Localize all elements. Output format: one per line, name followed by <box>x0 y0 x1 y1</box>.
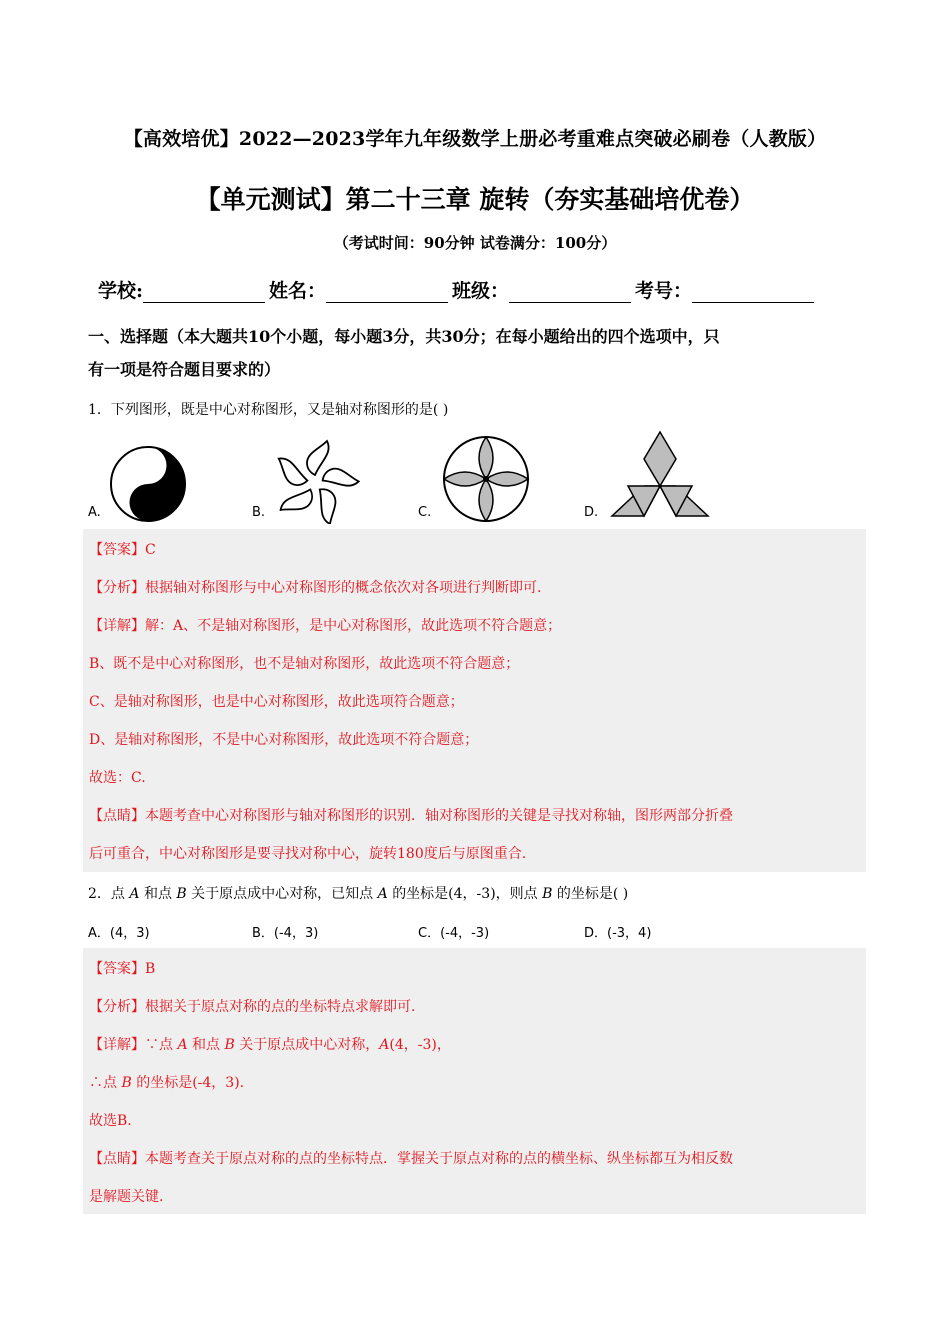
q2-answer-box <box>83 948 866 1214</box>
q1-detail-line: 故选：C. <box>89 770 146 786</box>
q2-analysis: 【分析】根据关于原点对称的点的坐标特点求解即可. <box>89 999 416 1015</box>
q2-point-a: A <box>377 886 388 902</box>
q1-comment-line2: 后可重合，中心对称图形是要寻找对称中心，旋转180度后与原图重合. <box>89 846 527 862</box>
q1-answer-box <box>83 529 866 872</box>
q2-option-a: A．(4，3) <box>88 926 150 941</box>
q2-point-b: B <box>176 886 187 902</box>
q2-detail-text: 和点 <box>192 1037 221 1053</box>
q2-point-a: A <box>129 886 140 902</box>
q2-stem <box>88 883 628 903</box>
section-heading <box>88 320 868 386</box>
yin-yang-figure <box>108 444 188 524</box>
q2-detail <box>89 1034 451 1054</box>
q2-detail-text: 【详解】∵点 <box>89 1037 173 1053</box>
q2-therefore-text: 的坐标是(-4，3). <box>136 1075 245 1091</box>
q1-stem: 1．下列图形，既是中心对称图形，又是轴对称图形的是( ) <box>88 402 449 418</box>
q2-answer: 【答案】B <box>89 961 156 977</box>
q2-detail-text: 关于原点成中心对称， <box>239 1037 380 1053</box>
exam-info: （考试时间：90分钟 试卷满分：100分） <box>333 234 617 252</box>
exam-number-blank[interactable] <box>692 284 814 303</box>
q2-point-b: B <box>224 1037 235 1053</box>
q2-point-b: B <box>121 1075 132 1091</box>
q1-option-a-label: A. <box>88 505 101 520</box>
q2-stem-text: 关于原点成中心对称，已知点 <box>191 886 374 902</box>
q2-detail-text: (4，-3)， <box>389 1037 451 1053</box>
q1-detail-line: C、是轴对称图形，也是中心对称图形，故此选项符合题意； <box>89 694 464 710</box>
series-title: 【高效培优】2022—2023学年九年级数学上册必考重难点突破必刷卷（人教版） <box>123 128 827 150</box>
section-heading-line2: 有一项是符合题目要求的） <box>88 360 281 379</box>
q2-option-c: C．(-4，-3) <box>418 926 490 941</box>
q1-analysis: 【分析】根据轴对称图形与中心对称图形的概念依次对各项进行判断即可. <box>89 580 542 596</box>
q2-therefore-text: ∴点 <box>89 1075 117 1091</box>
q1-answer: 【答案】C <box>89 542 156 558</box>
school-blank[interactable] <box>143 284 265 303</box>
q2-option-b: B．(-4，3) <box>252 926 319 941</box>
exam-number-label: 考号： <box>635 280 693 302</box>
school-label: 学校: <box>98 280 144 302</box>
section-heading-line1: 一、选择题（本大题共10个小题，每小题3分，共30分；在每小题给出的四个选项中，只 <box>88 327 720 346</box>
three-rhombus-figure <box>608 430 712 522</box>
main-title: 【单元测试】第二十三章 旋转（夯实基础培优卷） <box>195 185 755 214</box>
q2-point-a: A <box>177 1037 188 1053</box>
q2-conclusion: 故选B. <box>89 1113 132 1129</box>
q1-option-b-label: B. <box>252 505 266 520</box>
q1-detail-line: B、既不是中心对称图形，也不是轴对称图形，故此选项不符合题意； <box>89 656 520 672</box>
q2-therefore <box>89 1072 244 1092</box>
q2-option-d: D．(-3，4) <box>584 926 652 941</box>
name-blank[interactable] <box>326 284 448 303</box>
swirl-flower-figure <box>270 438 360 524</box>
q1-detail-line: 【详解】解：A、不是轴对称图形，是中心对称图形，故此选项不符合题意； <box>89 618 562 634</box>
q2-comment-line2: 是解题关键. <box>89 1189 164 1205</box>
circle-petals-figure <box>440 433 532 525</box>
q2-stem-text: 的坐标是(4，-3)，则点 <box>392 886 538 902</box>
class-blank[interactable] <box>509 284 631 303</box>
q2-point-a: A <box>379 1037 390 1053</box>
q1-option-c-label: C. <box>418 505 432 520</box>
q2-comment-line1: 【点睛】本题考查关于原点对称的点的坐标特点．掌握关于原点对称的点的横坐标、纵坐标都互为相反数 <box>89 1151 733 1167</box>
q2-stem-text: 和点 <box>143 886 172 902</box>
q1-comment-line1: 【点睛】本题考查中心对称图形与轴对称图形的识别．轴对称图形的关键是寻找对称轴，图形两部分折叠 <box>89 808 733 824</box>
name-label: 姓名： <box>269 280 327 302</box>
q2-point-b: B <box>542 886 553 902</box>
class-label: 班级： <box>452 280 510 302</box>
q2-stem-text: 的坐标是( ) <box>556 886 629 902</box>
student-info-row <box>98 276 818 303</box>
q1-detail-line: D、是轴对称图形，不是中心对称图形，故此选项不符合题意； <box>89 732 479 748</box>
q1-option-d-label: D. <box>584 505 599 520</box>
q2-stem-text: 2．点 <box>88 886 125 902</box>
